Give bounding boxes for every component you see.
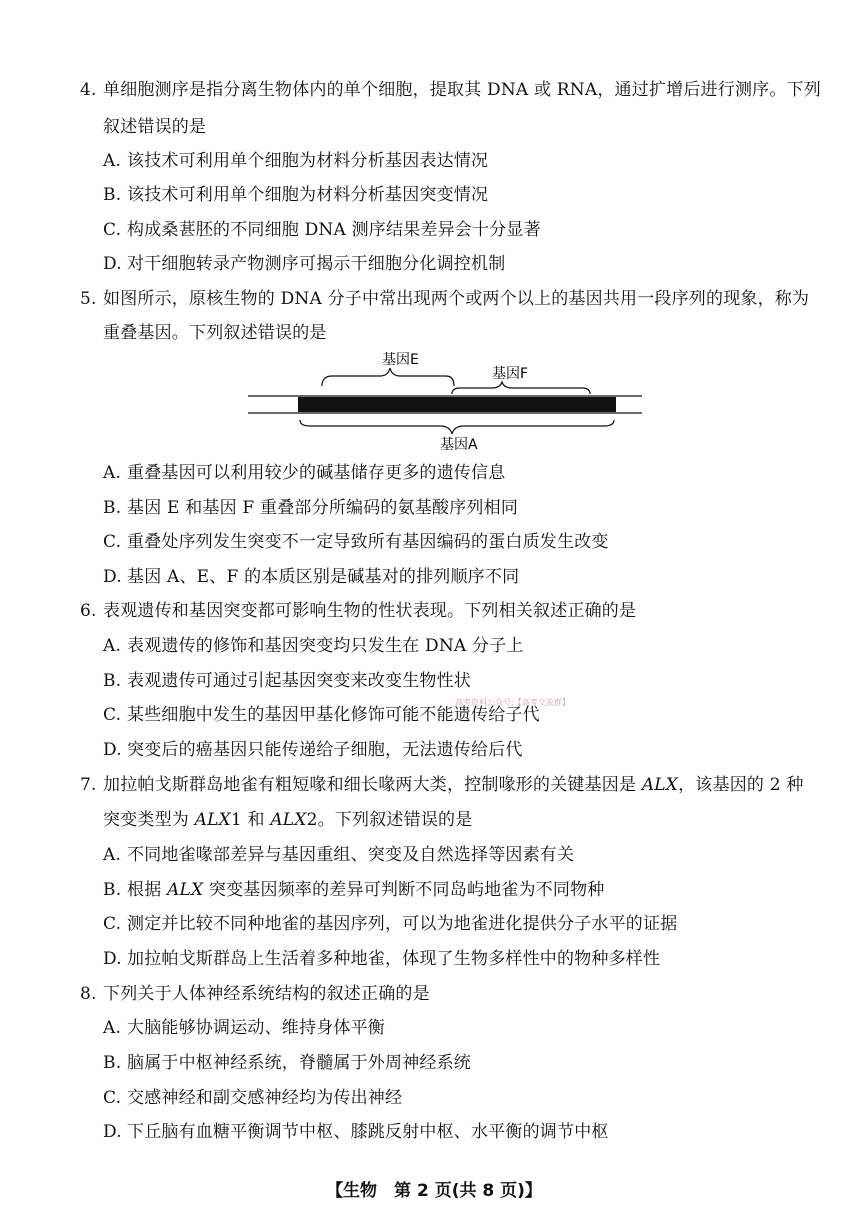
option-text: 大脑能够协调运动、维持身体平衡 xyxy=(127,1018,385,1038)
option-text: 对干细胞转录产物测序可揭示干细胞分化调控机制 xyxy=(127,254,506,274)
question-stem: 叙述错误的是 xyxy=(103,117,207,137)
option xyxy=(103,948,660,970)
option xyxy=(103,739,523,761)
option xyxy=(103,184,488,206)
option-label: A. xyxy=(103,636,122,656)
option-label: D. xyxy=(103,1122,122,1142)
question-stem: 下列关于人体神经系统结构的叙述正确的是 xyxy=(103,984,430,1004)
option xyxy=(103,1052,471,1074)
option-label: D. xyxy=(103,254,122,274)
option-text: 根据 ALX 突变基因频率的差异可判断不同岛屿地雀为不同物种 xyxy=(127,880,605,900)
option-text: 表观遗传的修饰和基因突变均只发生在 DNA 分子上 xyxy=(127,636,524,656)
option-label: C. xyxy=(103,220,122,240)
option xyxy=(103,566,519,588)
option-label: B. xyxy=(103,671,122,691)
option-text: 下丘脑有血糖平衡调节中枢、膝跳反射中枢、水平衡的调节中枢 xyxy=(127,1122,609,1142)
option xyxy=(103,879,605,901)
question-number: 4. xyxy=(80,80,97,100)
option-label: A. xyxy=(103,1018,122,1038)
page-footer: 【生物 第 2 页(共 8 页)】 xyxy=(326,1181,542,1201)
option xyxy=(103,913,677,935)
option-text: 该技术可利用单个细胞为材料分析基因突变情况 xyxy=(127,185,489,205)
question-stem: 重叠基因。下列叙述错误的是 xyxy=(103,323,327,343)
option-label: A. xyxy=(103,151,122,171)
option-label: D. xyxy=(103,949,122,969)
option-text: 重叠基因可以利用较少的碱基储存更多的遗传信息 xyxy=(127,463,506,483)
option-label: A. xyxy=(103,845,122,865)
question-stem: 加拉帕戈斯群岛地雀有粗短喙和细长喙两大类，控制喙形的关键基因是 ALX，该基因的 2 种 xyxy=(103,775,804,795)
option-label: B. xyxy=(103,185,122,205)
option-text: 脑属于中枢神经系统，脊髓属于外周神经系统 xyxy=(127,1053,471,1073)
question-number: 8. xyxy=(80,984,97,1004)
option-label: B. xyxy=(103,498,122,518)
gene-e-brace xyxy=(322,368,454,386)
option xyxy=(103,1017,385,1039)
option-label: D. xyxy=(103,740,122,760)
option xyxy=(103,150,488,172)
option-label: D. xyxy=(103,567,122,587)
option-label: A. xyxy=(103,463,122,483)
option-text: 基因 A、E、F 的本质区别是碱基对的排列顺序不同 xyxy=(127,567,520,587)
option-text: 不同地雀喙部差异与基因重组、突变及自然选择等因素有关 xyxy=(127,845,575,865)
option-text: 某些细胞中发生的基因甲基化修饰可能不能遗传给子代 xyxy=(127,705,540,725)
option-text: 测定并比较不同种地雀的基因序列，可以为地雀进化提供分子水平的证据 xyxy=(127,914,678,934)
option-label: B. xyxy=(103,1053,122,1073)
option-label: B. xyxy=(103,880,122,900)
gene-a-region xyxy=(298,397,616,412)
option-text: 重叠处序列发生突变不一定导致所有基因编码的蛋白质发生改变 xyxy=(127,532,609,552)
question-stem: 突变类型为 ALX1 和 ALX2。下列叙述错误的是 xyxy=(103,810,473,830)
option xyxy=(103,219,541,241)
question-number: 7. xyxy=(80,775,97,795)
question-number: 6. xyxy=(80,601,97,621)
option-text: 构成桑葚胚的不同细胞 DNA 测序结果差异会十分显著 xyxy=(127,220,541,240)
option-text: 表观遗传可通过引起基因突变来改变生物性状 xyxy=(127,671,471,691)
option-text: 交感神经和副交感神经均为传出神经 xyxy=(127,1088,403,1108)
option xyxy=(103,531,609,553)
option-label: C. xyxy=(103,1088,122,1108)
gene-a-label: 基因A xyxy=(440,437,478,452)
option xyxy=(103,462,505,484)
option xyxy=(103,670,471,692)
question-stem: 如图所示，原核生物的 DNA 分子中常出现两个或两个以上的基因共用一段序列的现象，称为 xyxy=(103,289,810,309)
question-stem: 单细胞测序是指分离生物体内的单个细胞，提取其 DNA 或 RNA，通过扩增后进行测序。下列 xyxy=(103,80,821,100)
option xyxy=(103,1087,402,1109)
overlapping-genes-diagram xyxy=(240,352,650,452)
option xyxy=(103,635,524,657)
option-text: 基因 E 和基因 F 重叠部分所编码的氨基酸序列相同 xyxy=(127,498,519,518)
question-number: 5. xyxy=(80,289,97,309)
gene-e-label: 基因E xyxy=(382,352,419,368)
gene-f-label: 基因F xyxy=(492,366,529,382)
option-label: C. xyxy=(103,532,122,552)
option-text: 加拉帕戈斯群岛上生活着多种地雀，体现了生物多样性中的物种多样性 xyxy=(127,949,661,969)
question-stem: 表观遗传和基因突变都可影响生物的性状表现。下列相关叙述正确的是 xyxy=(103,601,637,621)
option xyxy=(103,497,518,519)
watermark: 高考资料公众号:【高考交流群】 xyxy=(455,698,570,707)
gene-f-brace xyxy=(452,382,590,394)
option-label: C. xyxy=(103,705,122,725)
option xyxy=(103,1121,609,1143)
option xyxy=(103,253,505,275)
option-label: C. xyxy=(103,914,122,934)
gene-a-brace xyxy=(300,420,614,434)
option-text: 突变后的癌基因只能传递给子细胞，无法遗传给后代 xyxy=(127,740,523,760)
option xyxy=(103,844,574,866)
option-text: 该技术可利用单个细胞为材料分析基因表达情况 xyxy=(127,151,489,171)
